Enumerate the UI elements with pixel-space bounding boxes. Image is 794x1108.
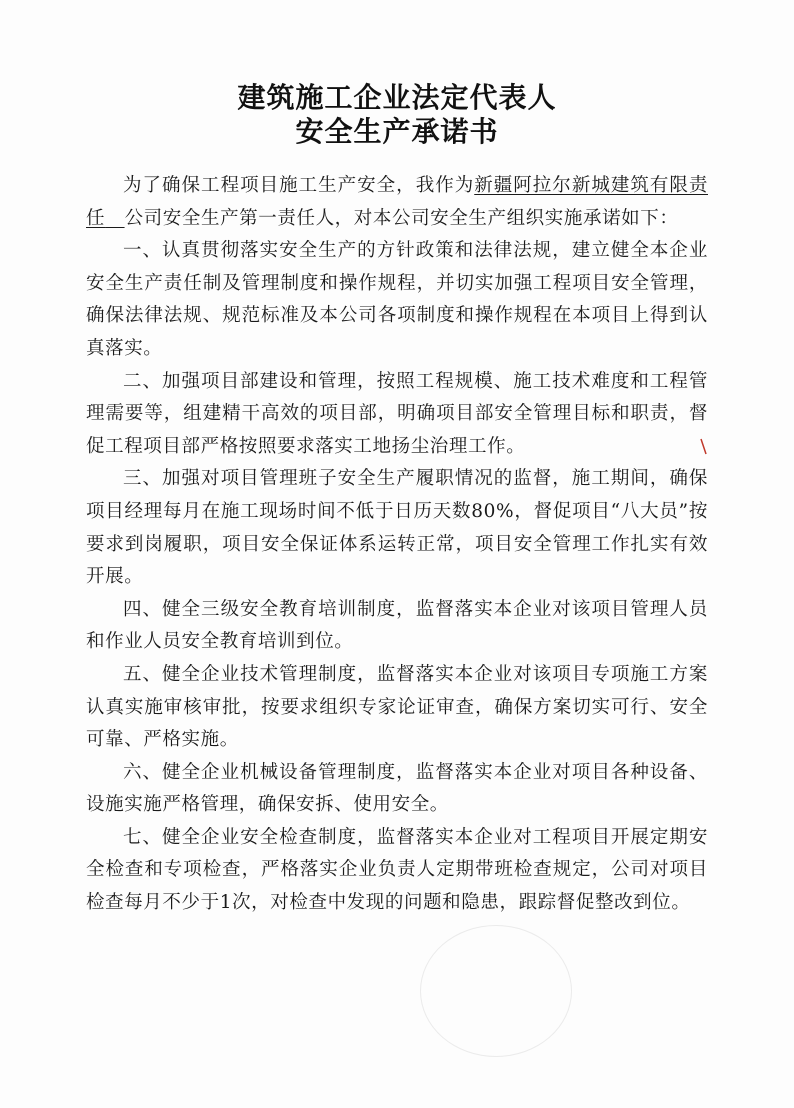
commitment-item-2: 二、加强项目部建设和管理，按照工程规模、施工技术难度和工程管理需要等，组建精干高效的项目部，明确项目部安全管理目标和职责，督促工程项目部严格按照要求落实工地扬尘治理工作。 <box>86 370 708 457</box>
commitment-item-7: 七、健全企业安全检查制度，监督落实本企业对工程项目开展定期安全检查和专项检查，严格落实企业负责人定期带班检查规定，公司对项目检查每月不少于1次，对检查中发现的问题和隐患，跟踪督促整改到位。 <box>86 826 708 914</box>
intro-before-company: 为了确保工程项目施工生产安全，我作为 <box>123 175 475 196</box>
document-body <box>86 170 708 920</box>
company-blank <box>105 208 124 229</box>
intro-paragraph <box>86 170 708 235</box>
commitment-item-5: 五、健全企业技术管理制度，监督落实本企业对该项目专项施工方案认真实施审核审批，按要求组织专家论证审查，确保方案切实可行、安全可靠、严格实施。 <box>86 663 708 751</box>
faint-seal-stamp <box>420 925 572 1057</box>
pen-mark-icon <box>700 438 708 456</box>
company-name: 新疆阿拉尔新城建筑有限责任 <box>86 175 708 229</box>
commitment-item-3: 三、加强对项目管理班子安全生产履职情况的监督，施工期间，确保项目经理每月在施工现场时间不低于日历天数80%，督促项目“八大员”按要求到岗履职，项目安全保证体系运转正常，项目安全管理工作扎实有效开展。 <box>86 468 708 588</box>
commitment-item-1: 一、认真贯彻落实安全生产的方针政策和法律法规，建立健全本企业安全生产责任制及管理制度和操作规程，并切实加强工程项目安全管理，确保法律法规、规范标准及本公司各项制度和操作规程在本项目上得到认真落实。 <box>86 240 708 359</box>
document-title-line1: 建筑施工企业法定代表人 <box>237 81 557 114</box>
commitment-item-4: 四、健全三级安全教育培训制度，监督落实本企业对该项目管理人员和作业人员安全教育培训到位。 <box>86 598 708 653</box>
commitment-item-6: 六、健全企业机械设备管理制度，监督落实本企业对项目各种设备、设施实施严格管理，确保安拆、使用安全。 <box>86 761 708 816</box>
document-title-line2: 安全生产承诺书 <box>295 115 499 148</box>
intro-after-company: 公司安全生产第一责任人，对本公司安全生产组织实施承诺如下： <box>124 207 679 229</box>
